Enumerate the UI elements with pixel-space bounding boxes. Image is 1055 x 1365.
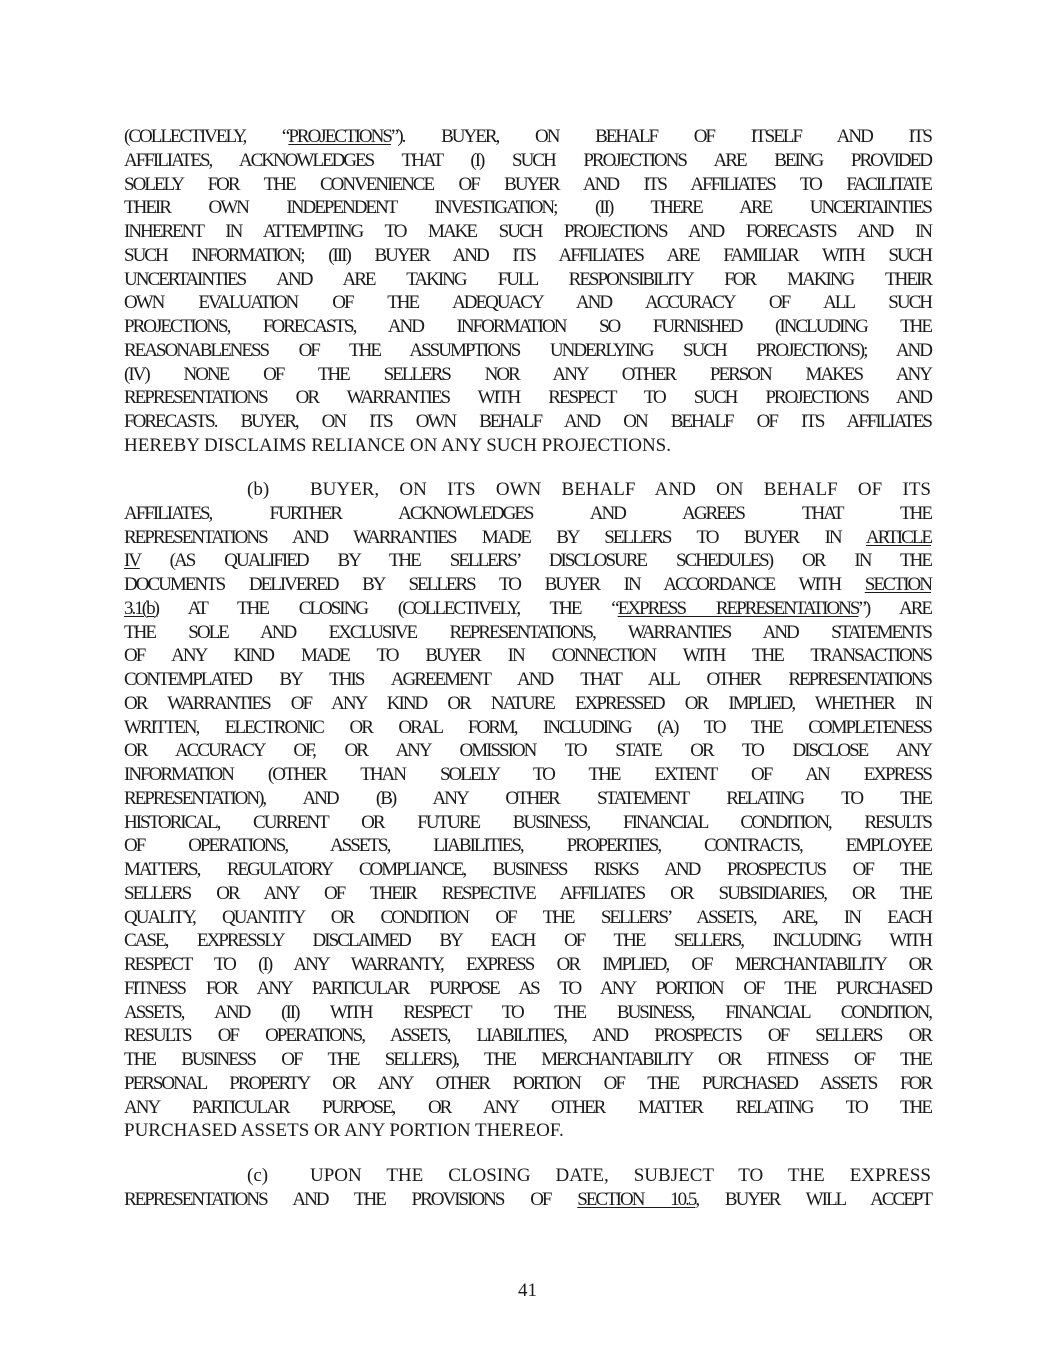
line-text xyxy=(124,292,931,313)
text-line xyxy=(124,363,931,387)
line-text xyxy=(310,1165,931,1186)
line-text xyxy=(124,598,931,619)
text-segment: REPRESENTATIONS AND THE PROVISIONS OF xyxy=(124,1188,578,1210)
text-line xyxy=(124,858,931,882)
text-line xyxy=(124,977,931,1001)
line-text xyxy=(124,883,931,904)
line-text xyxy=(124,527,931,548)
text-line xyxy=(124,434,931,458)
text-line xyxy=(124,502,931,526)
text-line xyxy=(124,526,931,550)
cross-reference-link: 3.1(b) xyxy=(124,597,158,619)
text-segment: AFFILIATES, FURTHER ACKNOWLEDGES AND AGREES THAT THE xyxy=(124,502,931,524)
line-text xyxy=(124,126,931,147)
text-segment: SUCH INFORMATION; (III) BUYER AND ITS AFFILIATES ARE FAMILIAR WITH SUCH xyxy=(124,244,931,266)
line-text xyxy=(124,907,931,928)
line-text xyxy=(124,740,931,761)
line-text xyxy=(124,669,931,690)
paragraph-label: (b) xyxy=(247,479,270,500)
line-text xyxy=(124,435,671,456)
text-segment: PROJECTIONS, FORECASTS, AND INFORMATION SO FURNISHED (INCLUDING THE xyxy=(124,316,931,337)
cross-reference-link: ARTICLE xyxy=(865,526,931,548)
text-segment: DOCUMENTS DELIVERED BY SELLERS TO BUYER IN ACCORDANCE WITH xyxy=(124,574,865,595)
line-text xyxy=(124,174,931,195)
text-segment: FORECASTS. BUYER, ON ITS OWN BEHALF AND ON BEHALF OF ITS AFFILIATES xyxy=(124,411,931,432)
text-line xyxy=(124,763,931,787)
line-text xyxy=(124,954,931,975)
paragraph-c-closing-acceptance xyxy=(124,1164,931,1212)
text-line xyxy=(124,244,931,268)
text-segment: ASSETS, AND (II) WITH RESPECT TO THE BUSINESS, FINANCIAL CONDITION, xyxy=(124,1001,931,1023)
line-text xyxy=(124,364,931,385)
text-line xyxy=(124,597,931,621)
line-text xyxy=(124,245,931,266)
text-line xyxy=(124,315,931,339)
text-line xyxy=(124,1119,931,1143)
text-segment: ”) ARE xyxy=(858,597,931,619)
line-text xyxy=(124,717,931,738)
cross-reference-link: SECTION 10.5 xyxy=(577,1188,696,1210)
text-line xyxy=(124,1096,931,1120)
paragraph-projections xyxy=(124,125,931,458)
text-segment: HISTORICAL, CURRENT OR FUTURE BUSINESS, FINANCIAL CONDITION, RESULTS xyxy=(124,811,931,833)
line-text xyxy=(124,978,931,999)
line-text xyxy=(124,788,931,809)
text-segment: MATTERS, REGULATORY COMPLIANCE, BUSINESS RISKS AND PROSPECTUS OF THE xyxy=(124,859,931,880)
line-text xyxy=(124,411,931,432)
line-text xyxy=(124,503,931,524)
text-segment: AT THE CLOSING (COLLECTIVELY, THE “ xyxy=(157,597,618,619)
text-line xyxy=(124,1188,931,1212)
text-line xyxy=(124,644,931,668)
text-line xyxy=(124,739,931,763)
text-segment: SOLELY FOR THE CONVENIENCE OF BUYER AND ITS AFFILIATES TO FACILITATE xyxy=(124,173,931,195)
text-segment: (IV) NONE OF THE SELLERS NOR ANY OTHER PERSON MAKES ANY xyxy=(124,363,931,385)
text-line xyxy=(124,339,931,363)
text-segment: RESULTS OF OPERATIONS, ASSETS, LIABILITIES, AND PROSPECTS OF SELLERS OR xyxy=(124,1025,931,1047)
line-text xyxy=(310,479,931,500)
line-text xyxy=(124,622,931,643)
text-segment: UNCERTAINTIES AND ARE TAKING FULL RESPONSIBILITY FOR MAKING THEIR xyxy=(124,268,931,290)
text-segment: THEIR OWN INDEPENDENT INVESTIGATION; (II) THERE ARE UNCERTAINTIES xyxy=(124,197,931,219)
line-text xyxy=(124,1189,931,1210)
line-text xyxy=(124,221,931,242)
text-segment: RESPECT TO (I) ANY WARRANTY, EXPRESS OR IMPLIED, OF MERCHANTABILITY OR xyxy=(124,954,931,975)
text-segment: WRITTEN, ELECTRONIC OR ORAL FORM, INCLUDING (A) TO THE COMPLETENESS xyxy=(124,716,931,738)
text-line xyxy=(124,125,931,149)
text-segment: ANY PARTICULAR PURPOSE, OR ANY OTHER MATTER RELATING TO THE xyxy=(124,1096,931,1118)
text-line xyxy=(124,268,931,292)
text-line xyxy=(124,621,931,645)
text-segment: PURCHASED ASSETS OR ANY PORTION THEREOF. xyxy=(124,1120,564,1142)
text-segment: THE SOLE AND EXCLUSIVE REPRESENTATIONS, WARRANTIES AND STATEMENTS xyxy=(124,621,931,643)
line-text xyxy=(124,550,931,571)
text-segment: (COLLECTIVELY, “ xyxy=(124,126,289,147)
text-segment: PERSONAL PROPERTY OR ANY OTHER PORTION OF THE PURCHASED ASSETS FOR xyxy=(124,1072,931,1094)
cross-reference-link: SECTION xyxy=(864,574,931,595)
text-segment: OWN EVALUATION OF THE ADEQUACY AND ACCURACY OF ALL SUCH xyxy=(124,292,931,314)
text-line xyxy=(124,834,931,858)
line-text xyxy=(124,316,931,337)
line-text xyxy=(124,340,931,361)
line-text xyxy=(124,574,931,595)
text-line xyxy=(124,692,931,716)
text-segment: ”). BUYER, ON BEHALF OF ITSELF AND ITS xyxy=(390,126,931,147)
text-line xyxy=(124,929,931,953)
text-line xyxy=(124,1072,931,1096)
text-segment: BUYER, ON ITS OWN BEHALF AND ON BEHALF OF ITS xyxy=(310,479,931,500)
text-segment: REASONABLENESS OF THE ASSUMPTIONS UNDERLYING SUCH PROJECTIONS); AND xyxy=(124,339,931,361)
text-segment: OR WARRANTIES OF ANY KIND OR NATURE EXPRESSED OR IMPLIED, WHETHER IN xyxy=(124,692,931,714)
line-text xyxy=(124,1025,931,1046)
line-text xyxy=(124,1002,931,1023)
text-segment: CONTEMPLATED BY THIS AGREEMENT AND THAT ALL OTHER REPRESENTATIONS xyxy=(124,669,931,690)
text-line xyxy=(124,882,931,906)
text-segment: AFFILIATES, ACKNOWLEDGES THAT (I) SUCH PROJECTIONS ARE BEING PROVIDED xyxy=(124,149,931,171)
line-text xyxy=(124,150,931,171)
text-segment: OF ANY KIND MADE TO BUYER IN CONNECTION WITH THE TRANSACTIONS xyxy=(124,645,931,667)
paragraph-label: (c) xyxy=(247,1165,269,1186)
text-line xyxy=(124,173,931,197)
text-line xyxy=(124,573,931,597)
line-text xyxy=(124,645,931,666)
text-segment: CASE, EXPRESSLY DISCLAIMED BY EACH OF THE SELLERS, INCLUDING WITH xyxy=(124,930,931,952)
line-text xyxy=(124,387,931,408)
text-segment: (AS QUALIFIED BY THE SELLERS’ DISCLOSURE SCHEDULES) OR IN THE xyxy=(139,550,931,572)
cross-reference-link: PROJECTIONS xyxy=(288,126,391,147)
text-line xyxy=(124,1001,931,1025)
text-line xyxy=(124,1164,931,1188)
line-text xyxy=(124,269,931,290)
line-text xyxy=(124,197,931,218)
text-line xyxy=(124,149,931,173)
text-segment: SELLERS OR ANY OF THEIR RESPECTIVE AFFILIATES OR SUBSIDIARIES, OR THE xyxy=(124,882,931,904)
line-text xyxy=(124,764,931,785)
text-segment: REPRESENTATIONS OR WARRANTIES WITH RESPECT TO SUCH PROJECTIONS AND xyxy=(124,387,931,409)
text-line xyxy=(124,291,931,315)
text-segment: THE BUSINESS OF THE SELLERS), THE MERCHANTABILITY OR FITNESS OF THE xyxy=(124,1049,931,1070)
line-text xyxy=(124,1073,931,1094)
text-segment: QUALITY, QUANTITY OR CONDITION OF THE SELLERS’ ASSETS, ARE, IN EACH xyxy=(124,906,931,928)
line-text xyxy=(124,835,931,856)
cross-reference-link: EXPRESS REPRESENTATIONS xyxy=(617,597,859,619)
text-line xyxy=(124,478,931,502)
text-line xyxy=(124,811,931,835)
text-segment: REPRESENTATION), AND (B) ANY OTHER STATEMENT RELATING TO THE xyxy=(124,787,931,809)
line-text xyxy=(124,1049,931,1070)
text-line xyxy=(124,1048,931,1072)
text-line xyxy=(124,906,931,930)
text-segment: REPRESENTATIONS AND WARRANTIES MADE BY SELLERS TO BUYER IN xyxy=(124,526,866,548)
text-segment: , BUYER WILL ACCEPT xyxy=(695,1188,931,1210)
text-line xyxy=(124,549,931,573)
line-text xyxy=(124,859,931,880)
line-text xyxy=(124,812,931,833)
text-line xyxy=(124,953,931,977)
text-line xyxy=(124,386,931,410)
text-line xyxy=(124,668,931,692)
text-line xyxy=(124,410,931,434)
line-text xyxy=(124,1120,564,1141)
text-segment: OR ACCURACY OF, OR ANY OMISSION TO STATE OR TO DISCLOSE ANY xyxy=(124,740,931,762)
text-segment: INFORMATION (OTHER THAN SOLELY TO THE EXTENT OF AN EXPRESS xyxy=(124,764,931,785)
text-line xyxy=(124,716,931,740)
text-line xyxy=(124,787,931,811)
line-text xyxy=(124,693,931,714)
cross-reference-link: IV xyxy=(124,550,140,572)
text-segment: FITNESS FOR ANY PARTICULAR PURPOSE AS TO ANY PORTION OF THE PURCHASED xyxy=(124,977,931,999)
paragraph-b-express-representations xyxy=(124,478,931,1143)
line-text xyxy=(124,1097,931,1118)
text-line xyxy=(124,1024,931,1048)
text-segment: UPON THE CLOSING DATE, SUBJECT TO THE EXPRESS xyxy=(310,1165,931,1186)
line-text xyxy=(124,930,931,951)
text-line xyxy=(124,220,931,244)
text-segment: HEREBY DISCLAIMS RELIANCE ON ANY SUCH PROJECTIONS. xyxy=(124,434,671,456)
text-segment: INHERENT IN ATTEMPTING TO MAKE SUCH PROJECTIONS AND FORECASTS AND IN xyxy=(124,221,931,242)
text-segment: OF OPERATIONS, ASSETS, LIABILITIES, PROPERTIES, CONTRACTS, EMPLOYEE xyxy=(124,835,931,857)
page-number: 41 xyxy=(518,1280,537,1301)
text-line xyxy=(124,196,931,220)
